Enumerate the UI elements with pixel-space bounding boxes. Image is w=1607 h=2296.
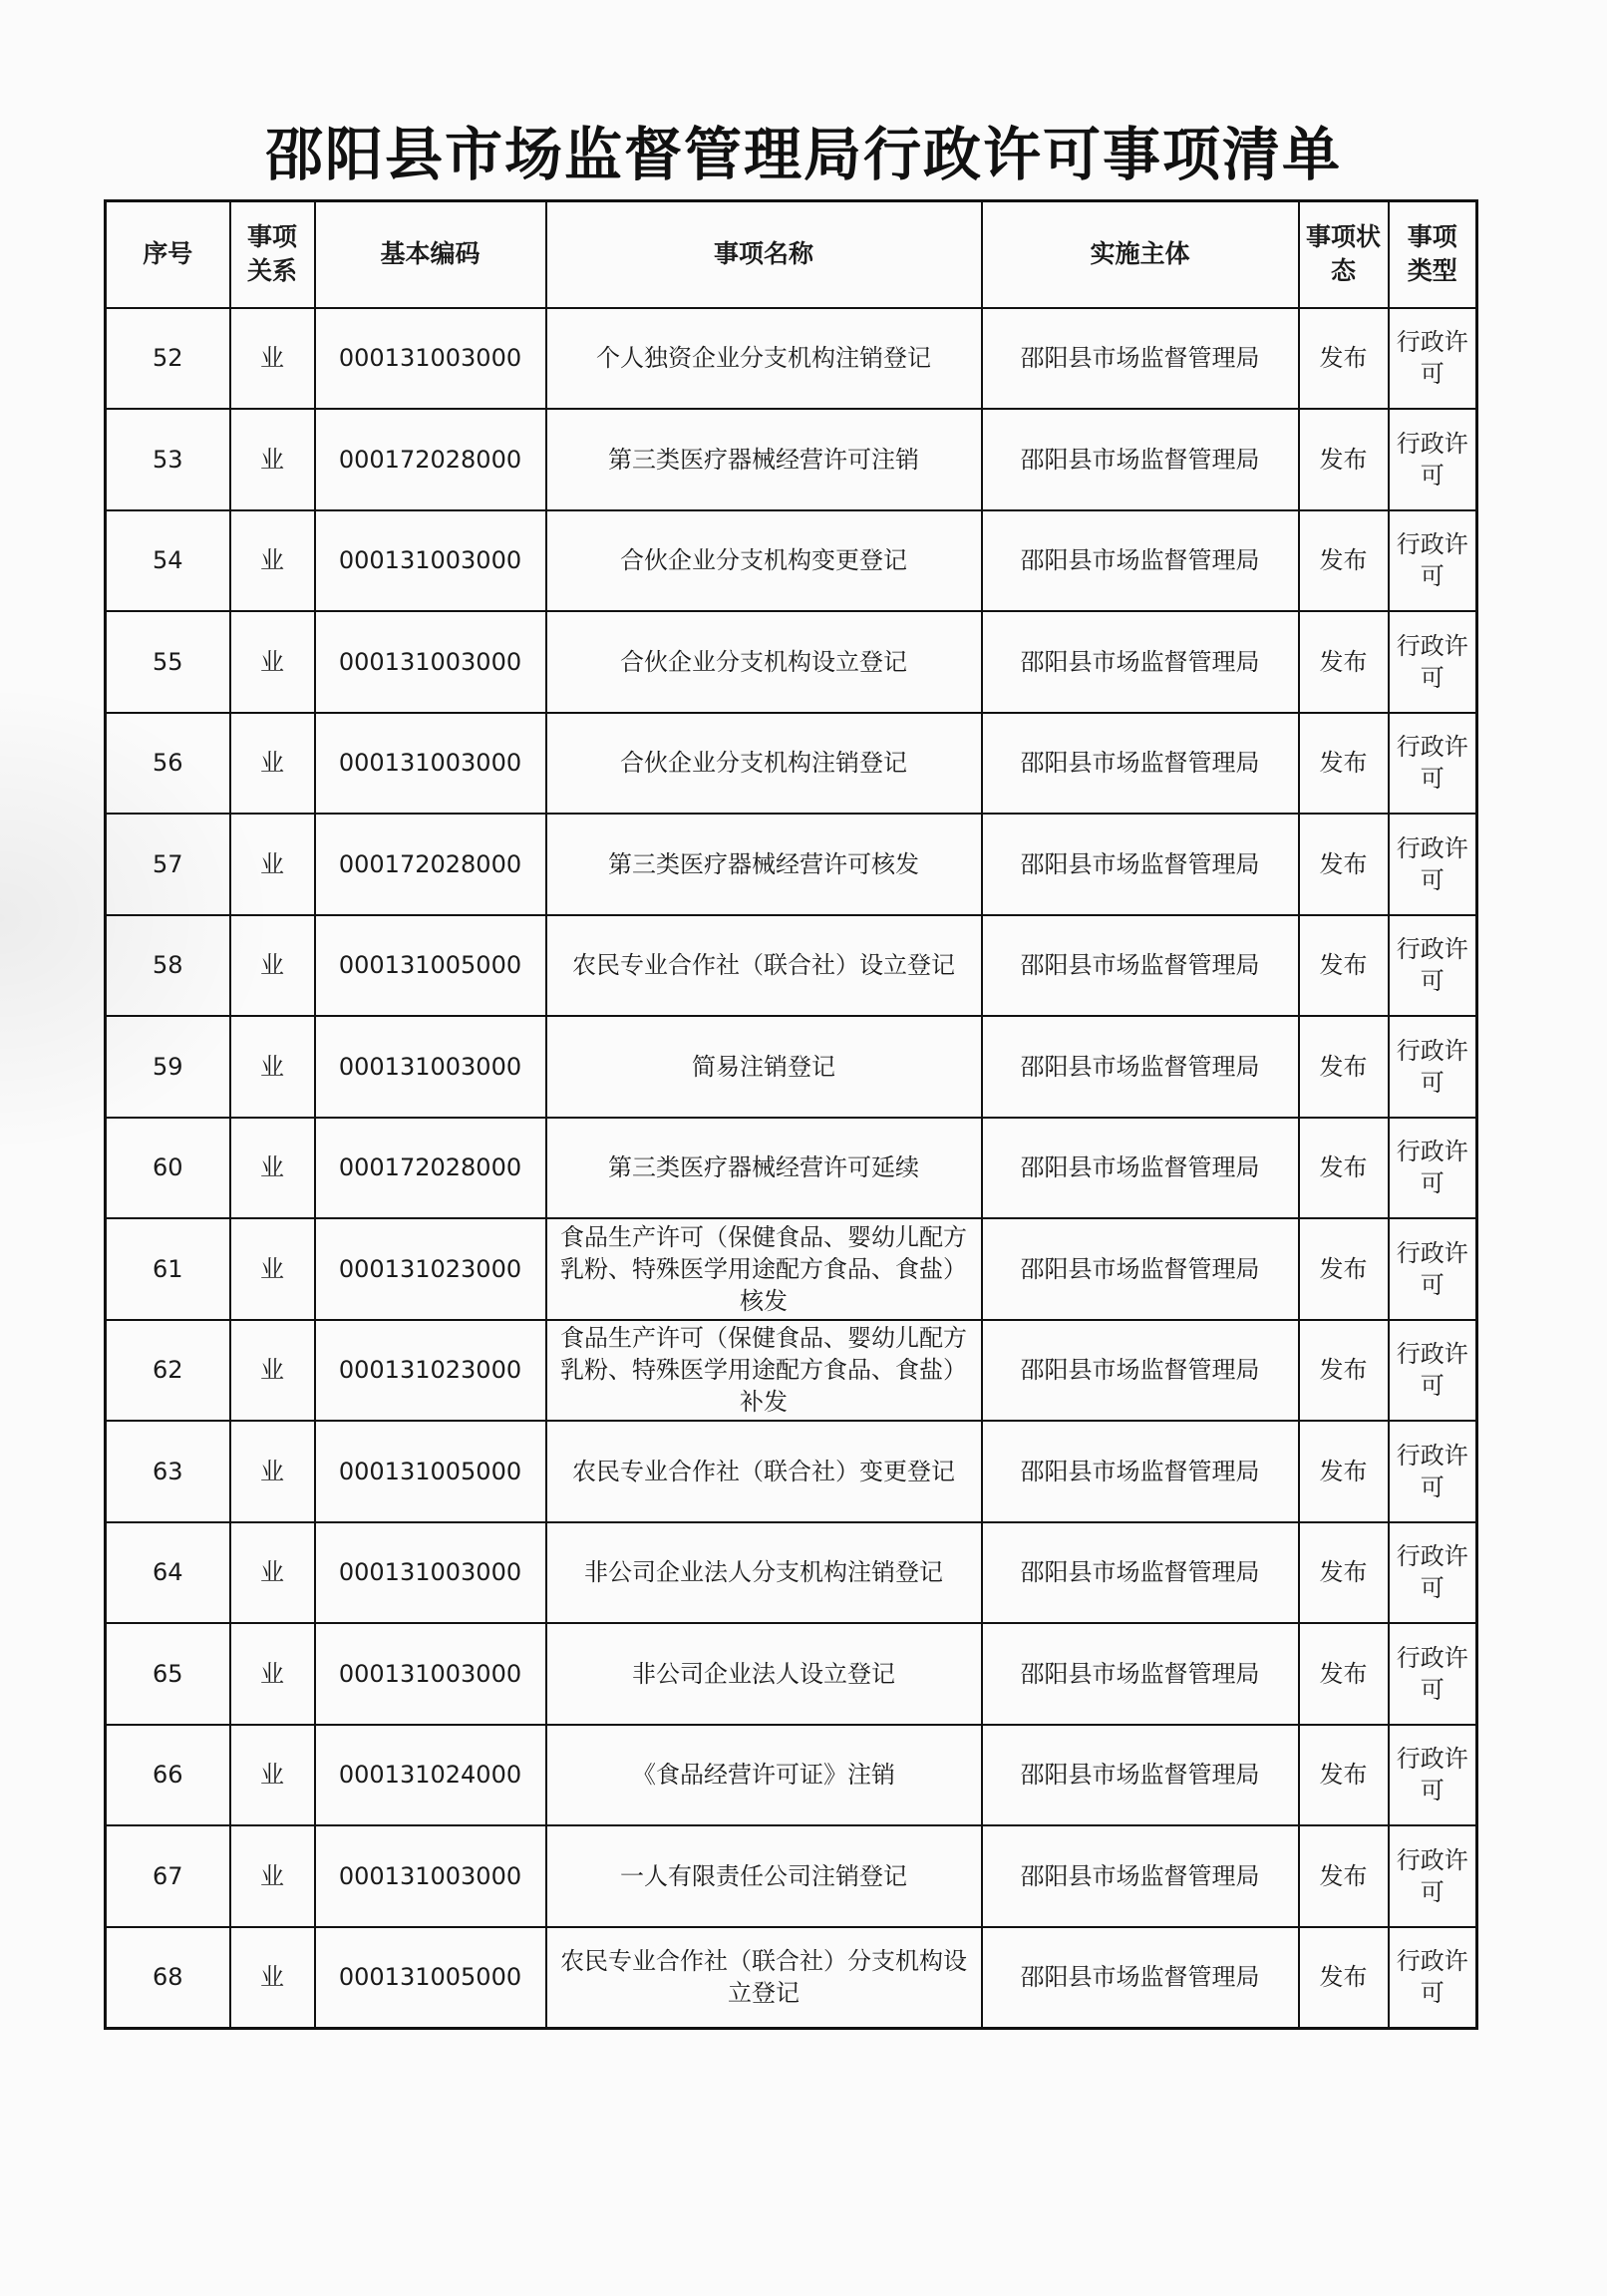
cell-seq: 64	[106, 1522, 230, 1624]
table-row	[106, 1623, 1477, 1725]
cell-name: 第三类医疗器械经营许可注销	[546, 409, 982, 510]
cell-type: 行政许可	[1389, 1218, 1477, 1320]
cell-subject: 邵阳县市场监督管理局	[982, 1725, 1299, 1826]
cell-name: 非公司企业法人设立登记	[546, 1623, 982, 1725]
cell-type: 行政许可	[1389, 611, 1477, 713]
cell-status: 发布	[1299, 1118, 1389, 1219]
table-row	[106, 1218, 1477, 1320]
cell-subject: 邵阳县市场监督管理局	[982, 1522, 1299, 1624]
cell-type: 行政许可	[1389, 1623, 1477, 1725]
cell-status: 发布	[1299, 1218, 1389, 1320]
cell-subject: 邵阳县市场监督管理局	[982, 1320, 1299, 1422]
cell-name: 非公司企业法人分支机构注销登记	[546, 1522, 982, 1624]
cell-subject: 邵阳县市场监督管理局	[982, 611, 1299, 713]
cell-subject: 邵阳县市场监督管理局	[982, 409, 1299, 510]
cell-seq: 65	[106, 1623, 230, 1725]
cell-code: 000131005000	[315, 1927, 546, 2029]
cell-status: 发布	[1299, 409, 1389, 510]
cell-type: 行政许可	[1389, 510, 1477, 612]
cell-seq: 52	[106, 308, 230, 410]
cell-code: 000131003000	[315, 1825, 546, 1927]
cell-status: 发布	[1299, 1825, 1389, 1927]
cell-name: 简易注销登记	[546, 1016, 982, 1118]
cell-type: 行政许可	[1389, 1522, 1477, 1624]
header-name: 事项名称	[546, 201, 982, 308]
cell-type: 行政许可	[1389, 713, 1477, 815]
cell-code: 000172028000	[315, 814, 546, 915]
cell-type: 行政许可	[1389, 1016, 1477, 1118]
cell-relation: 业	[230, 1118, 315, 1219]
cell-type: 行政许可	[1389, 1320, 1477, 1422]
cell-subject: 邵阳县市场监督管理局	[982, 1825, 1299, 1927]
cell-seq: 58	[106, 915, 230, 1017]
cell-relation: 业	[230, 814, 315, 915]
cell-status: 发布	[1299, 1421, 1389, 1522]
cell-name: 合伙企业分支机构注销登记	[546, 713, 982, 815]
cell-type: 行政许可	[1389, 915, 1477, 1017]
cell-relation: 业	[230, 409, 315, 510]
cell-status: 发布	[1299, 308, 1389, 410]
cell-relation: 业	[230, 1623, 315, 1725]
cell-name: 个人独资企业分支机构注销登记	[546, 308, 982, 410]
cell-code: 000172028000	[315, 409, 546, 510]
cell-subject: 邵阳县市场监督管理局	[982, 1421, 1299, 1522]
cell-relation: 业	[230, 308, 315, 410]
cell-status: 发布	[1299, 1623, 1389, 1725]
table-row	[106, 1421, 1477, 1522]
cell-code: 000131003000	[315, 1522, 546, 1624]
cell-name: 合伙企业分支机构设立登记	[546, 611, 982, 713]
cell-relation: 业	[230, 1421, 315, 1522]
cell-type: 行政许可	[1389, 1118, 1477, 1219]
cell-name: 食品生产许可（保健食品、婴幼儿配方乳粉、特殊医学用途配方食品、食盐）核发	[546, 1218, 982, 1320]
cell-status: 发布	[1299, 1725, 1389, 1826]
cell-code: 000131023000	[315, 1218, 546, 1320]
cell-relation: 业	[230, 1016, 315, 1118]
table-row	[106, 510, 1477, 612]
cell-status: 发布	[1299, 814, 1389, 915]
cell-code: 000131003000	[315, 1016, 546, 1118]
table-row	[106, 611, 1477, 713]
cell-type: 行政许可	[1389, 308, 1477, 410]
cell-seq: 62	[106, 1320, 230, 1422]
table-row	[106, 308, 1477, 410]
table-row	[106, 1320, 1477, 1422]
cell-name: 第三类医疗器械经营许可延续	[546, 1118, 982, 1219]
cell-seq: 59	[106, 1016, 230, 1118]
cell-code: 000131005000	[315, 1421, 546, 1522]
cell-name: 食品生产许可（保健食品、婴幼儿配方乳粉、特殊医学用途配方食品、食盐）补发	[546, 1320, 982, 1422]
cell-seq: 53	[106, 409, 230, 510]
cell-subject: 邵阳县市场监督管理局	[982, 1016, 1299, 1118]
cell-relation: 业	[230, 1320, 315, 1422]
table-row	[106, 713, 1477, 815]
cell-subject: 邵阳县市场监督管理局	[982, 1623, 1299, 1725]
table-row	[106, 915, 1477, 1017]
cell-subject: 邵阳县市场监督管理局	[982, 1927, 1299, 2029]
cell-name: 农民专业合作社（联合社）设立登记	[546, 915, 982, 1017]
document-title: 邵阳县市场监督管理局行政许可事项清单	[264, 121, 1342, 188]
cell-type: 行政许可	[1389, 1725, 1477, 1826]
cell-subject: 邵阳县市场监督管理局	[982, 1218, 1299, 1320]
header-status: 事项状态	[1299, 201, 1389, 308]
table-row	[106, 1927, 1477, 2029]
cell-relation: 业	[230, 611, 315, 713]
table-row	[106, 1118, 1477, 1219]
cell-status: 发布	[1299, 611, 1389, 713]
cell-seq: 68	[106, 1927, 230, 2029]
cell-type: 行政许可	[1389, 409, 1477, 510]
header-seq: 序号	[106, 201, 230, 308]
permit-table	[104, 199, 1478, 2030]
cell-code: 000131003000	[315, 1623, 546, 1725]
cell-code: 000131003000	[315, 308, 546, 410]
cell-subject: 邵阳县市场监督管理局	[982, 1118, 1299, 1219]
cell-seq: 54	[106, 510, 230, 612]
cell-code: 000131005000	[315, 915, 546, 1017]
header-relation: 事项关系	[230, 201, 315, 308]
cell-relation: 业	[230, 1725, 315, 1826]
cell-seq: 61	[106, 1218, 230, 1320]
header-subject: 实施主体	[982, 201, 1299, 308]
cell-status: 发布	[1299, 713, 1389, 815]
cell-seq: 56	[106, 713, 230, 815]
cell-status: 发布	[1299, 510, 1389, 612]
cell-status: 发布	[1299, 1927, 1389, 2029]
cell-relation: 业	[230, 1522, 315, 1624]
cell-name: 《食品经营许可证》注销	[546, 1725, 982, 1826]
cell-relation: 业	[230, 1218, 315, 1320]
cell-seq: 66	[106, 1725, 230, 1826]
table-row	[106, 1825, 1477, 1927]
cell-seq: 67	[106, 1825, 230, 1927]
cell-subject: 邵阳县市场监督管理局	[982, 814, 1299, 915]
table-row	[106, 1522, 1477, 1624]
cell-seq: 57	[106, 814, 230, 915]
cell-subject: 邵阳县市场监督管理局	[982, 510, 1299, 612]
table-row	[106, 409, 1477, 510]
cell-code: 000131003000	[315, 713, 546, 815]
cell-status: 发布	[1299, 1522, 1389, 1624]
cell-status: 发布	[1299, 1320, 1389, 1422]
table-row	[106, 1725, 1477, 1826]
header-code: 基本编码	[315, 201, 546, 308]
cell-subject: 邵阳县市场监督管理局	[982, 915, 1299, 1017]
cell-name: 合伙企业分支机构变更登记	[546, 510, 982, 612]
cell-seq: 60	[106, 1118, 230, 1219]
cell-name: 一人有限责任公司注销登记	[546, 1825, 982, 1927]
cell-code: 000131024000	[315, 1725, 546, 1826]
cell-type: 行政许可	[1389, 1421, 1477, 1522]
cell-type: 行政许可	[1389, 1927, 1477, 2029]
cell-type: 行政许可	[1389, 1825, 1477, 1927]
cell-code: 000131003000	[315, 510, 546, 612]
cell-subject: 邵阳县市场监督管理局	[982, 713, 1299, 815]
cell-seq: 63	[106, 1421, 230, 1522]
cell-code: 000131023000	[315, 1320, 546, 1422]
cell-name: 农民专业合作社（联合社）分支机构设立登记	[546, 1927, 982, 2029]
cell-code: 000131003000	[315, 611, 546, 713]
cell-relation: 业	[230, 915, 315, 1017]
cell-status: 发布	[1299, 915, 1389, 1017]
cell-relation: 业	[230, 1825, 315, 1927]
table-row	[106, 1016, 1477, 1118]
cell-relation: 业	[230, 713, 315, 815]
cell-seq: 55	[106, 611, 230, 713]
table-row	[106, 814, 1477, 915]
cell-relation: 业	[230, 1927, 315, 2029]
header-type: 事项类型	[1389, 201, 1477, 308]
table-body	[106, 308, 1477, 2029]
table-header-row	[106, 201, 1477, 308]
cell-status: 发布	[1299, 1016, 1389, 1118]
cell-subject: 邵阳县市场监督管理局	[982, 308, 1299, 410]
cell-code: 000172028000	[315, 1118, 546, 1219]
cell-relation: 业	[230, 510, 315, 612]
cell-name: 农民专业合作社（联合社）变更登记	[546, 1421, 982, 1522]
cell-name: 第三类医疗器械经营许可核发	[546, 814, 982, 915]
cell-type: 行政许可	[1389, 814, 1477, 915]
